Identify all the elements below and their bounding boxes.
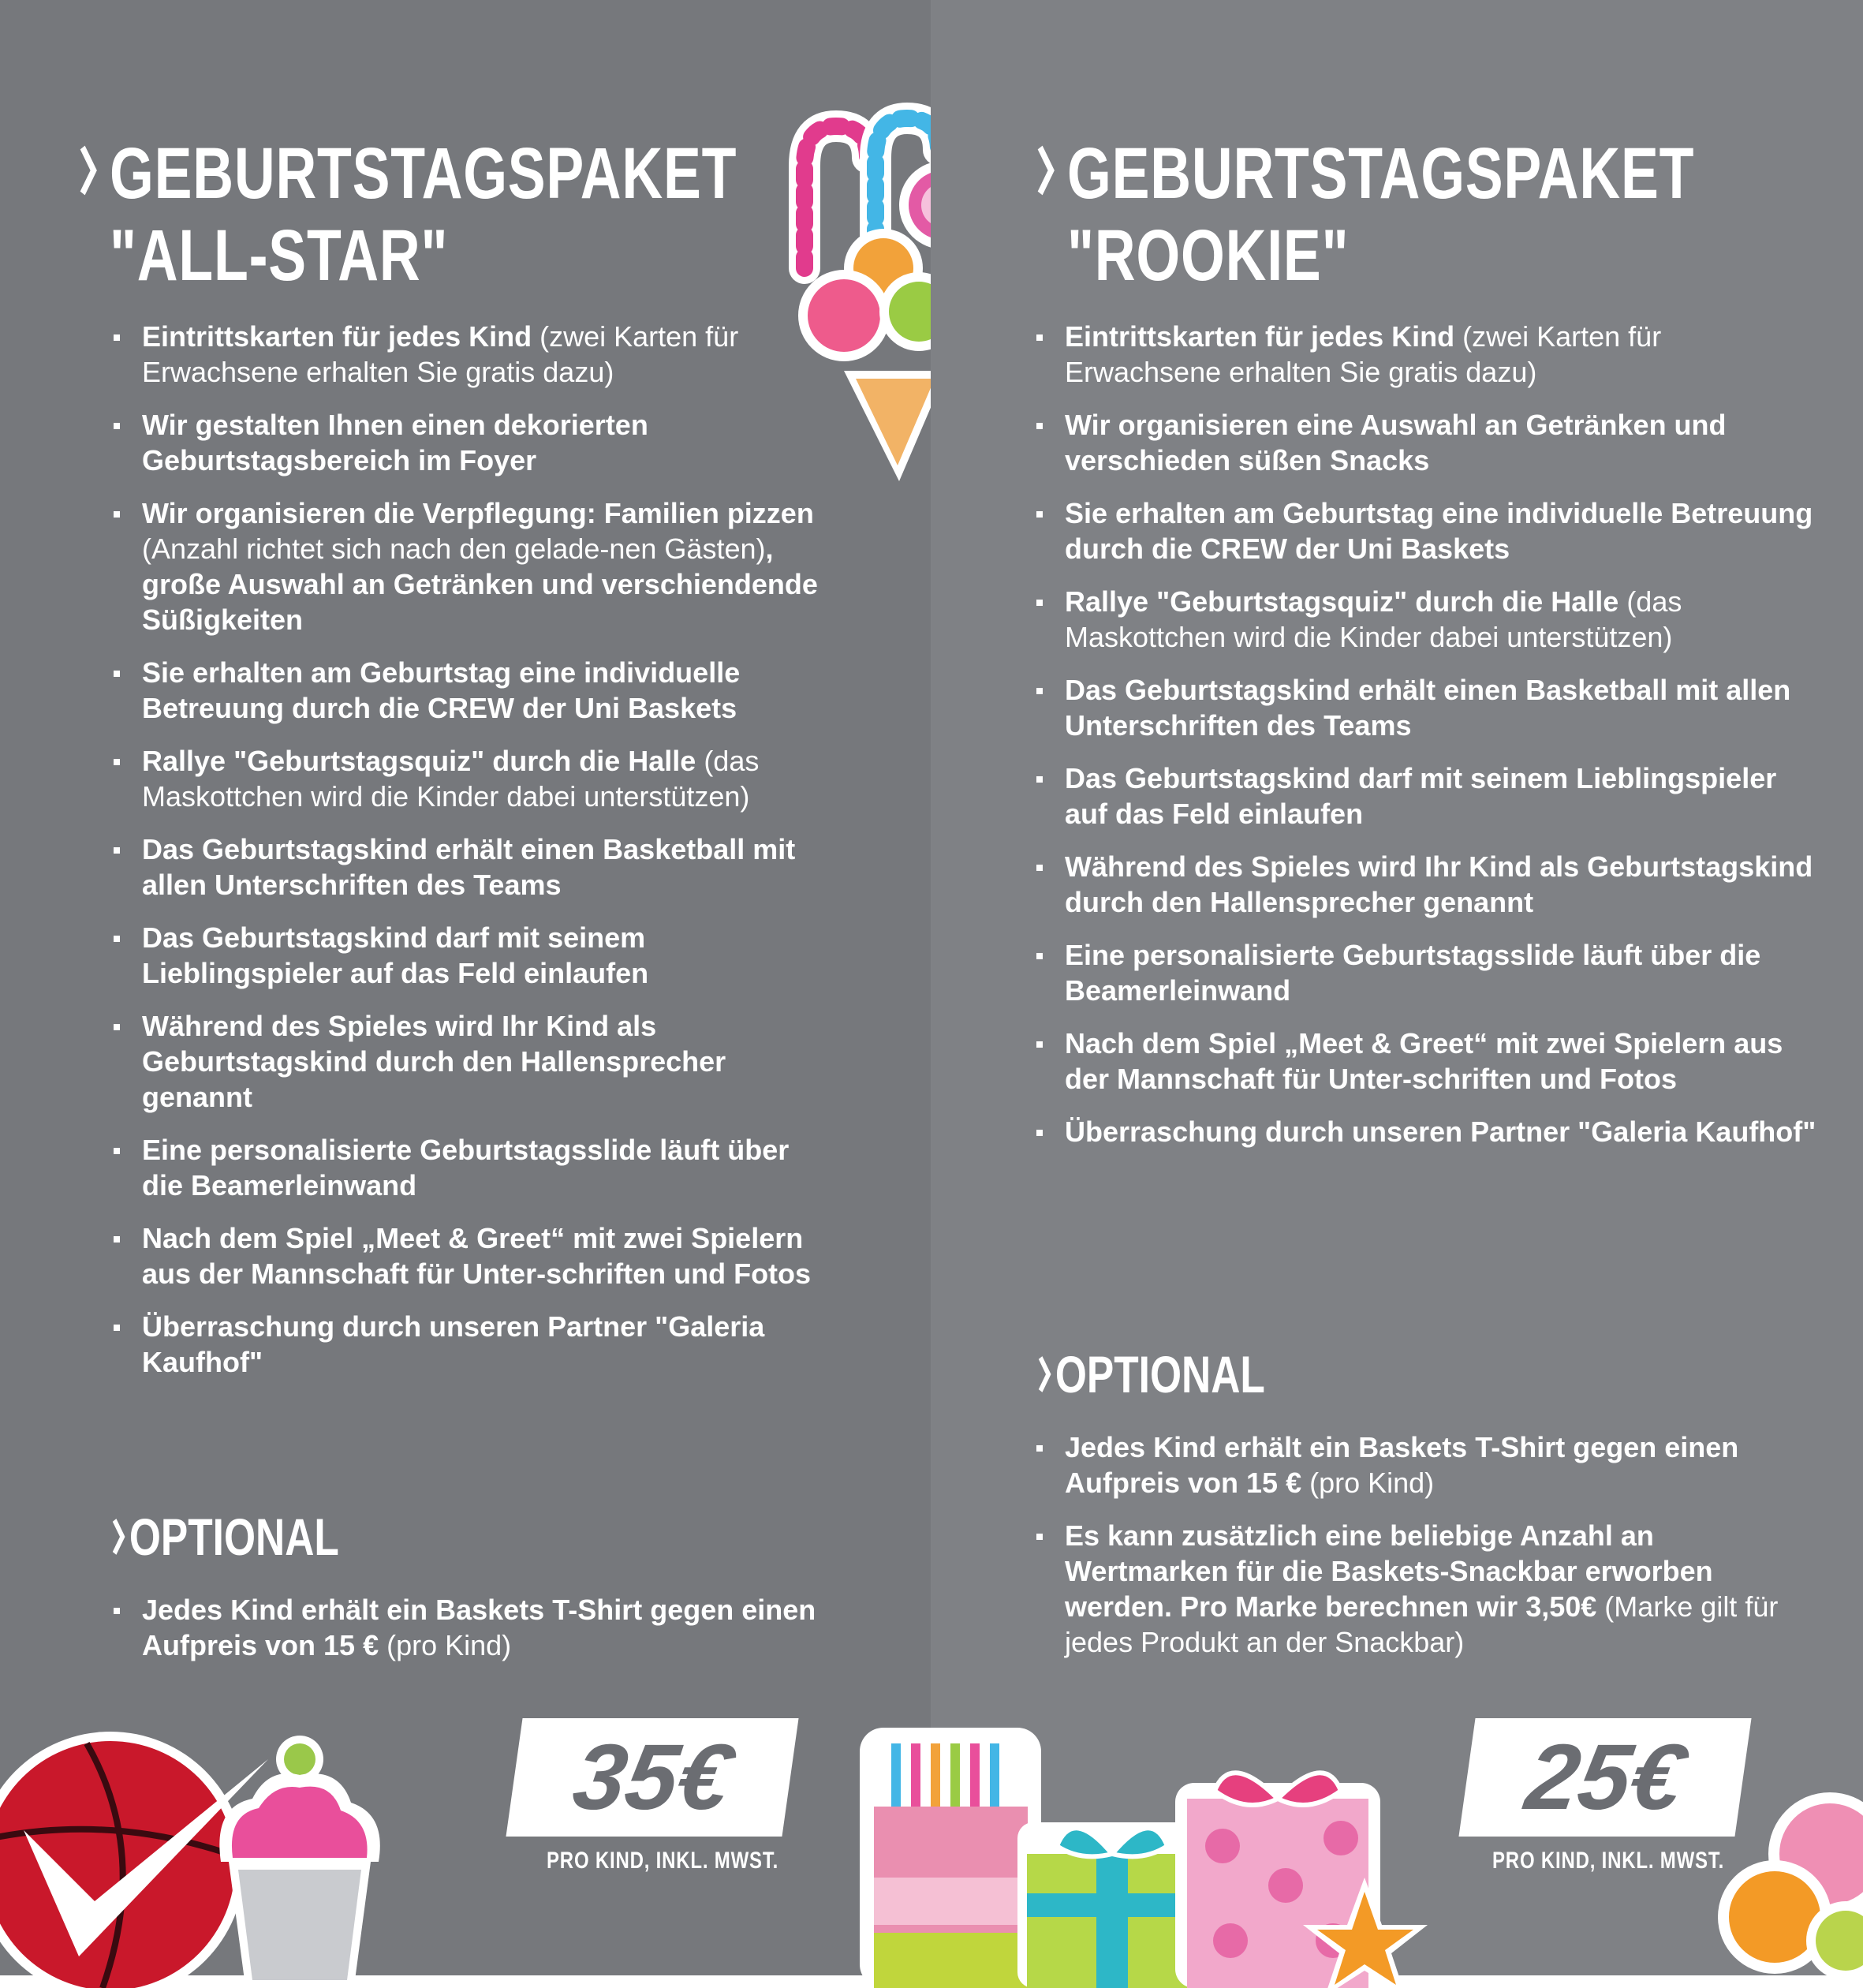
list-item-normal-text: (das Maskottchen wird die Kinder dabei unterstützen) bbox=[1065, 585, 1682, 653]
rookie-optional-title: OPTIONAL bbox=[1055, 1345, 1265, 1403]
list-item-bold-text: Jedes Kind erhält ein Baskets T-Shirt gegen einen Aufpreis von 15 € bbox=[1065, 1431, 1739, 1499]
allstar-price: 35€ bbox=[567, 1725, 737, 1829]
list-item-bold-text: Rallye "Geburtstagsquiz" durch die Halle bbox=[1065, 585, 1619, 618]
list-item-bold-text: Eintrittskarten für jedes Kind bbox=[142, 320, 532, 353]
list-item bbox=[110, 655, 836, 726]
list-item-bold-text: Sie erhalten am Geburtstag eine individuelle Betreuung durch die CREW der Uni Baskets bbox=[1065, 497, 1813, 565]
list-item-bold-text: Während des Spieles wird Ihr Kind als Geburtstagskind durch den Hallensprecher genannt bbox=[1065, 850, 1813, 918]
list-item bbox=[1033, 672, 1822, 743]
allstar-feature-list bbox=[110, 319, 836, 1397]
list-item-bold-text: Es kann zusätzlich eine beliebige Anzahl an Wertmarken für die Baskets-Snackbar erworben werden. Pro Marke berechnen wir 3,50€ bbox=[1065, 1519, 1713, 1623]
list-item bbox=[1033, 849, 1822, 920]
allstar-title bbox=[79, 133, 737, 297]
list-item-bold-text: Das Geburtstagskind erhält einen Basketball mit allen Unterschriften des Teams bbox=[142, 833, 796, 901]
rookie-optional-list bbox=[1033, 1429, 1822, 1677]
allstar-optional-heading bbox=[112, 1508, 339, 1565]
chevron-right-icon bbox=[1036, 133, 1065, 215]
list-item bbox=[1033, 584, 1822, 655]
chevron-right-icon bbox=[1038, 1355, 1051, 1394]
list-item bbox=[1033, 1518, 1822, 1660]
package-allstar-panel bbox=[0, 0, 931, 1975]
list-item bbox=[110, 1132, 836, 1203]
list-item bbox=[1033, 1026, 1822, 1097]
list-item-bold-text: Nach dem Spiel „Meet & Greet“ mit zwei Spielern aus der Mannschaft für Unter-schriften und Fotos bbox=[1065, 1027, 1783, 1095]
rookie-title-line2: "ROOKIE" bbox=[1067, 215, 1350, 296]
allstar-title-line1: GEBURTSTAGSPAKET bbox=[110, 133, 737, 214]
list-item bbox=[110, 743, 836, 814]
allstar-optional-title: OPTIONAL bbox=[129, 1508, 339, 1566]
list-item-bold-text: Überraschung durch unseren Partner "Galeria Kaufhof" bbox=[142, 1310, 765, 1378]
list-item-bold-text: Wir organisieren eine Auswahl an Getränken und verschieden süßen Snacks bbox=[1065, 409, 1727, 476]
rookie-title-line1: GEBURTSTAGSPAKET bbox=[1067, 133, 1695, 214]
list-item bbox=[110, 1592, 836, 1663]
birthday-cake-icon bbox=[820, 1696, 1420, 1975]
list-item bbox=[110, 407, 836, 478]
list-item bbox=[110, 495, 836, 637]
list-item bbox=[110, 1220, 836, 1291]
list-item-normal-text: (das Maskottchen wird die Kinder dabei unterstützen) bbox=[142, 745, 760, 813]
list-item-bold-text: Überraschung durch unseren Partner "Galeria Kaufhof" bbox=[1065, 1115, 1816, 1148]
list-item-normal-text: (Anzahl richtet sich nach den gelade-nen Gästen) bbox=[142, 532, 766, 565]
chevron-right-icon bbox=[79, 133, 107, 215]
list-item-bold-text: Wir gestalten Ihnen einen dekorierten Geburtstagsbereich im Foyer bbox=[142, 409, 648, 476]
list-item-bold-text: Das Geburtstagskind erhält einen Basketball mit allen Unterschriften des Teams bbox=[1065, 674, 1791, 742]
list-item-normal-text: (zwei Karten für Erwachsene erhalten Sie gratis dazu) bbox=[1065, 320, 1662, 388]
list-item-normal-text: (zwei Karten für Erwachsene erhalten Sie gratis dazu) bbox=[142, 320, 739, 388]
package-rookie-panel bbox=[931, 0, 1863, 1975]
list-item bbox=[1033, 495, 1822, 566]
list-item bbox=[110, 1008, 836, 1115]
list-item bbox=[110, 831, 836, 902]
rookie-optional-heading bbox=[1038, 1346, 1265, 1403]
list-item bbox=[110, 1309, 836, 1380]
list-item-bold-text: Eine personalisierte Geburtstagsslide läuft über die Beamerleinwand bbox=[1065, 939, 1761, 1007]
allstar-title-line2: "ALL-STAR" bbox=[110, 215, 449, 296]
list-item-bold-text: Während des Spieles wird Ihr Kind als Geburtstagskind durch den Hallensprecher genannt bbox=[142, 1010, 726, 1113]
list-item bbox=[1033, 1114, 1822, 1149]
list-item-normal-text: (Marke gilt für jedes Produkt an der Snackbar) bbox=[1065, 1590, 1779, 1658]
list-item-bold-text: Sie erhalten am Geburtstag eine individuelle Betreuung durch die CREW der Uni Baskets bbox=[142, 656, 741, 724]
list-item bbox=[1033, 407, 1822, 478]
list-item bbox=[1033, 760, 1822, 831]
cupcake-icon bbox=[205, 1728, 394, 1980]
rookie-price: 25€ bbox=[1520, 1725, 1690, 1829]
rookie-title bbox=[1036, 133, 1694, 297]
balloons-icon bbox=[1719, 1791, 1863, 1975]
list-item-normal-text: (pro Kind) bbox=[379, 1629, 512, 1661]
list-item bbox=[110, 920, 836, 991]
list-item bbox=[1033, 1429, 1822, 1500]
allstar-optional-list bbox=[110, 1592, 836, 1680]
list-item-bold-text: Wir organisieren die Verpflegung: Familien pizzen bbox=[142, 497, 814, 529]
rookie-price-tag bbox=[1458, 1718, 1751, 1837]
allstar-price-tag bbox=[506, 1718, 798, 1837]
list-item-bold-text: Jedes Kind erhält ein Baskets T-Shirt gegen einen Aufpreis von 15 € bbox=[142, 1594, 816, 1661]
rookie-feature-list bbox=[1033, 319, 1822, 1167]
allstar-price-note: PRO KIND, INKL. MWST. bbox=[547, 1848, 779, 1874]
list-item-bold-text: Eintrittskarten für jedes Kind bbox=[1065, 320, 1455, 353]
list-item-bold-text: , große Auswahl an Getränken und verschiendende Süßigkeiten bbox=[142, 532, 818, 636]
list-item bbox=[110, 319, 836, 390]
list-item-bold-text: Nach dem Spiel „Meet & Greet“ mit zwei Spielern aus der Mannschaft für Unter-schriften und Fotos bbox=[142, 1222, 812, 1290]
list-item-bold-text: Rallye "Geburtstagsquiz" durch die Halle bbox=[142, 745, 696, 777]
list-item-bold-text: Das Geburtstagskind darf mit seinem Lieblingspieler auf das Feld einlaufen bbox=[142, 921, 649, 989]
list-item bbox=[1033, 937, 1822, 1008]
list-item-bold-text: Eine personalisierte Geburtstagsslide läuft über die Beamerleinwand bbox=[142, 1134, 790, 1201]
rookie-price-note: PRO KIND, INKL. MWST. bbox=[1492, 1848, 1725, 1874]
chevron-right-icon bbox=[112, 1517, 125, 1556]
list-item bbox=[1033, 319, 1822, 390]
list-item-normal-text: (pro Kind) bbox=[1301, 1467, 1435, 1499]
list-item-bold-text: Das Geburtstagskind darf mit seinem Lieblingspieler auf das Feld einlaufen bbox=[1065, 762, 1777, 830]
